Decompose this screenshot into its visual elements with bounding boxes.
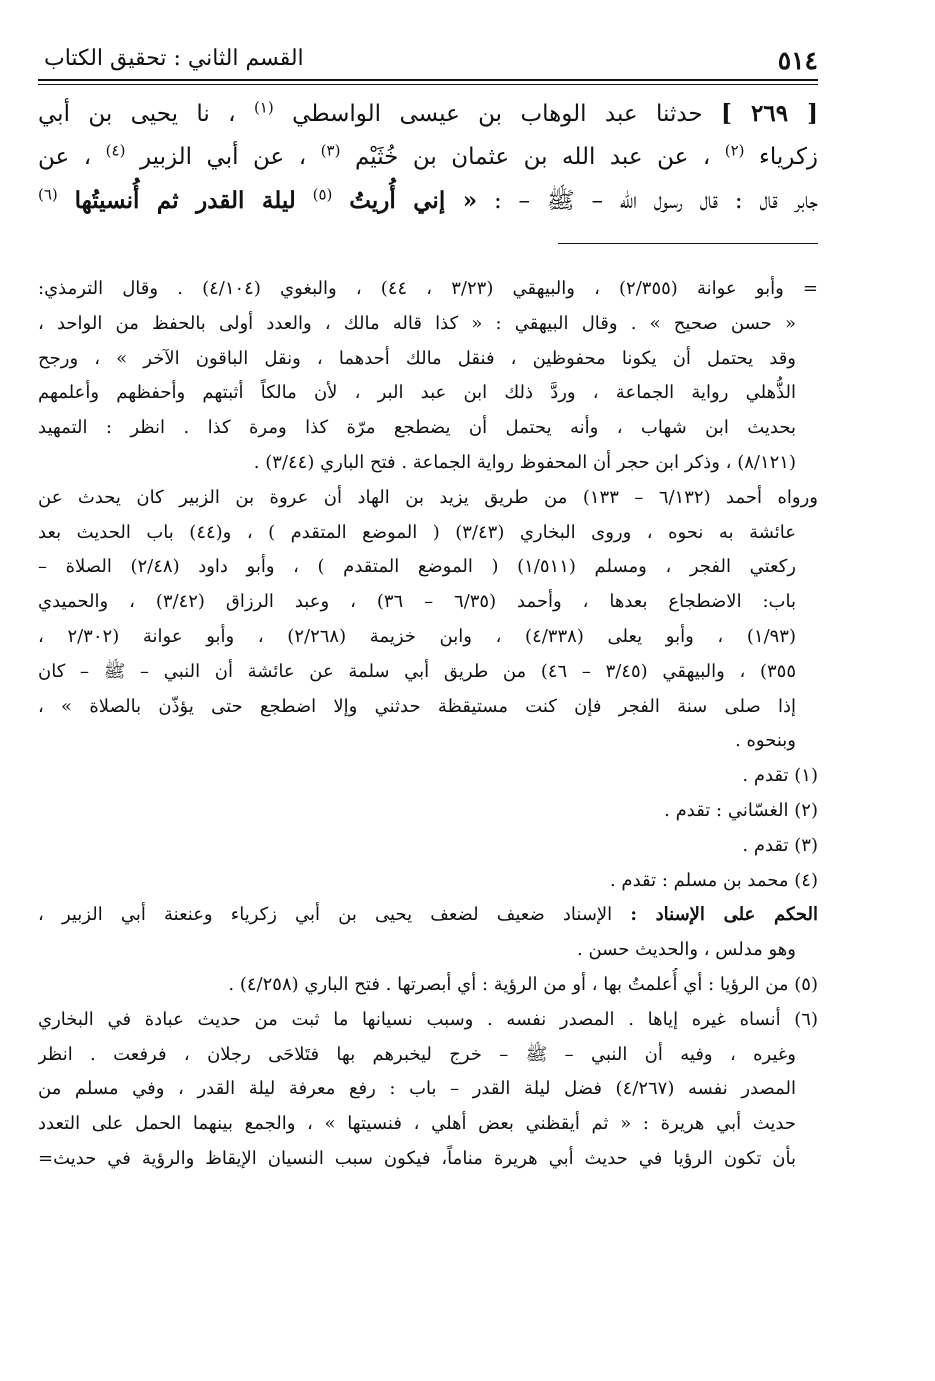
hadith-number: [ ٢٦٩ ] <box>721 100 818 127</box>
note-line: المصدر نفسه (٤/٢٦٧) فضل ليلة القدر – باب : رفع معرفة ليلة القدر ، وفي مسلم من <box>38 1078 797 1100</box>
footnote-5: (٥) من الرؤيا : أي أُعلمتُ بها ، أو من الرؤية : أي أبصرتها . فتح الباري (٤/٢٥٨) . <box>228 973 818 995</box>
note-line: = وأبو عوانة (٢/٣٥٥) ، والبيهقي (٣/٢٣ ، ٤٤) ، والبغوي (٤/١٠٤) . وقال الترمذي: <box>38 278 818 299</box>
hadith-line-2: زكرياء $^{(٢)}$ ، عن عبد الله بن عثمان بن خُثَيْم $^{(٣)}$ ، عن أبي الزبير $^{(٤)}$ ، عن <box>38 141 819 170</box>
note-line: بأن تكون الرؤيا في حديث أبي هريرة مناماً، فيكون سبب النسيان الإيقاظ والرؤية في حديث= <box>38 1147 796 1169</box>
ruling-line: الحكم على الإسناد : الإسناد ضعيف لضعف يحيى بن أبي زكرياء وعنعنة أبي الزبير ، <box>38 904 818 926</box>
footnote-divider <box>558 243 818 244</box>
hadith-line-3: جابر قال : قال رسول الله – ﷺ – : « إني أُريتُ $^{(٥)}$ ليلة القدر ثم أُنسيتُها $^{(٦)}$ <box>38 185 818 214</box>
footnotes <box>38 272 818 1177</box>
note-line: عائشة به نحوه ، وروى البخاري (٣/٤٣) ( الموضع المتقدم ) ، و(٤٤) باب الحديث بعد <box>38 521 797 543</box>
note-line: الذُّهلي رواية الجماعة ، وردَّ ذلك ابن عبد البر ، لأن مالكاً أثبتهم وأحفظهم وأعلمهم <box>38 382 796 404</box>
footnote-ref-2[interactable]: (٢) <box>724 141 745 160</box>
note-line: بحديث ابن شهاب ، وأنه يحتمل أن يضطجع مرّة كذا ومرة كذا . انظر : التمهيد <box>38 417 796 439</box>
book-page <box>38 40 818 1340</box>
ruling-label: الحكم على الإسناد : <box>630 904 818 926</box>
note-line: إذا صلى سنة الفجر فإن كنت مستيقظة حدثني وإلا اضطجع حتى يؤذّن بالصلاة » ، <box>38 695 796 717</box>
footnote-4: (٤) محمد بن مسلم : تقدم . <box>609 869 818 891</box>
note-line: باب: الاضطجاع بعدها ، وأحمد (٦/٣٥ – ٣٦) ، وعبد الرزاق (٣/٤٢) ، والحميدي <box>38 591 796 613</box>
running-title: القسم الثاني : تحقيق الكتاب <box>44 46 304 71</box>
hadith-matn-2: ليلة القدر ثم أُنسيتُها <box>74 187 296 214</box>
note-line: « حسن صحيح » . وقال البيهقي : « كذا قاله مالك ، والعدد أولى بالحفظ من الواحد ، <box>38 312 796 334</box>
ruling-line-2: وهو مدلس ، والحديث حسن . <box>577 939 796 961</box>
note-line: ٣٥٥) ، والبيهقي (٣/٤٥ – ٤٦) من طريق أبي سلمة عن عائشة أن النبي – ﷺ – كان <box>38 660 797 682</box>
page-number: ٥١٤ <box>777 46 818 75</box>
header-rule <box>38 79 818 81</box>
footnote-ref-4[interactable]: (٤) <box>105 141 126 160</box>
footnote-1: (١) تقدم . <box>742 765 818 787</box>
footnote-2: (٢) الغسّاني : تقدم . <box>664 799 818 821</box>
hadith-line-1: [ ٢٦٩ ] حدثنا عبد الوهاب بن عيسى الواسطي $^{(١)}$ ، نا يحيى بن أبي <box>38 98 818 127</box>
note-line: وبنحوه . <box>735 730 796 752</box>
hadith-matn: « إني أُريتُ <box>349 187 478 214</box>
footnote-3: (٣) تقدم . <box>742 834 818 856</box>
note-line: (٨/١٢١) ، وذكر ابن حجر أن المحفوظ رواية الجماعة . فتح الباري (٣/٤٤) . <box>253 451 796 473</box>
page-header <box>38 40 818 78</box>
note-line: ركعتي الفجر ، ومسلم (١/٥١١) ( الموضع المتقدم ) ، وأبو داود (٢/٤٨) الصلاة – <box>38 556 796 578</box>
footnote-ref-1[interactable]: (١) <box>253 98 274 117</box>
note-line: وقد يحتمل أن يكونا محفوظين ، فنقل مالك أحدهما ، ونقل الباقون الآخر » ، ورجح <box>38 347 796 369</box>
note-line: (١/٩٣) ، وأبو يعلى (٤/٣٣٨) ، وابن خزيمة (٢/٢٦٨) ، وأبو عوانة (٢/٣٠٢ ، <box>38 625 797 647</box>
footnote-6: (٦) أنساه غيره إياها . المصدر نفسه . وسبب نسيانها ما ثبت من حديث عبادة في البخاري <box>38 1008 818 1030</box>
note-line: وغيره ، وفيه أن النبي – ﷺ – خرج ليخبرهم بها فتَلاحَى رجلان ، فرفعت . انظر <box>38 1043 796 1065</box>
header-rule-thin <box>38 84 818 85</box>
note-line: حديث أبي هريرة : « ثم أيقظني بعض أهلي ، فنسيتها » ، والجمع بينهما الحمل على التعدد <box>38 1113 796 1135</box>
footnote-ref-5[interactable]: (٥) <box>312 185 333 204</box>
note-line: ورواه أحمد (٦/١٣٢ – ١٣٣) من طريق يزيد بن الهاد أن عروة بن الزبير كان يحدث عن <box>38 486 818 508</box>
hadith-text <box>38 92 818 223</box>
footnote-ref-6[interactable]: (٦) <box>38 185 58 204</box>
footnote-ref-3[interactable]: (٣) <box>320 141 341 160</box>
